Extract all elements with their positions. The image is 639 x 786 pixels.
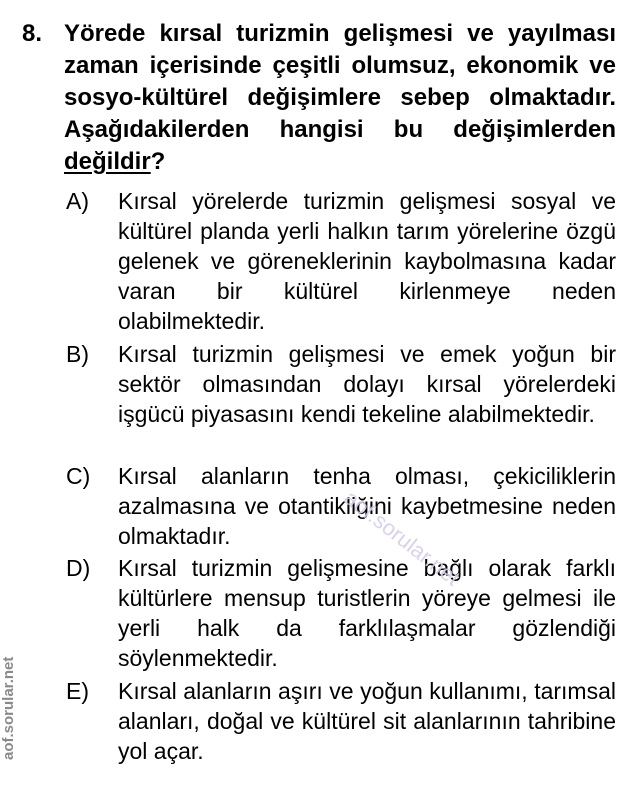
question-emphasis: değildir [64,148,151,175]
question-text: Yörede kırsal turizmin gelişmesi ve yayılması zaman içerisinde çeşitli olumsuz, ekonomik ve sosyo-kültürel değişimlere sebep olmaktadır. Aşağıdakilerden hangisi bu değişimlerden [64,20,616,143]
option-letter: E) [66,678,89,704]
question-number: 8. [22,20,43,47]
option-letter: C) [66,463,91,489]
option-text: Kırsal turizmin gelişmesine bağlı olarak farklı kültürlere mensup turistlerin yöreye gelmesi ile yerli halk da farklılaşmalar gözlendiği söylenmektedir. [118,555,616,671]
question-stem [64,18,616,178]
option-text: Kırsal yörelerde turizmin gelişmesi sosyal ve kültürel planda yerli halkın tarım yörelerine özgü gelenek ve göreneklerinin kaybolmasına kadar varan bir kültürel kirlenmeye neden olabilmektedir. [118,188,616,334]
option-letter: D) [66,555,91,581]
option-text: Kırsal alanların aşırı ve yoğun kullanımı, tarımsal alanları, doğal ve kültürel sit alanlarının tahribine yol açar. [118,678,616,764]
option-text: Kırsal turizmin gelişmesi ve emek yoğun bir sektör olmasından dolayı kırsal yörelerdeki işgücü piyasasını kendi tekeline alabilmektedir. [118,341,616,427]
option-letter: A) [66,188,89,214]
option-text: Kırsal alanların tenha olması, çekiciliklerin azalmasına ve otantikliğini kaybetmesine neden olmaktadır. [118,463,616,549]
watermark-side: aof.sorular.net [0,656,17,760]
watermark-diagonal: aof.sorular.net [339,485,465,591]
option-letter: B) [66,341,89,367]
question-mark: ? [150,148,166,175]
